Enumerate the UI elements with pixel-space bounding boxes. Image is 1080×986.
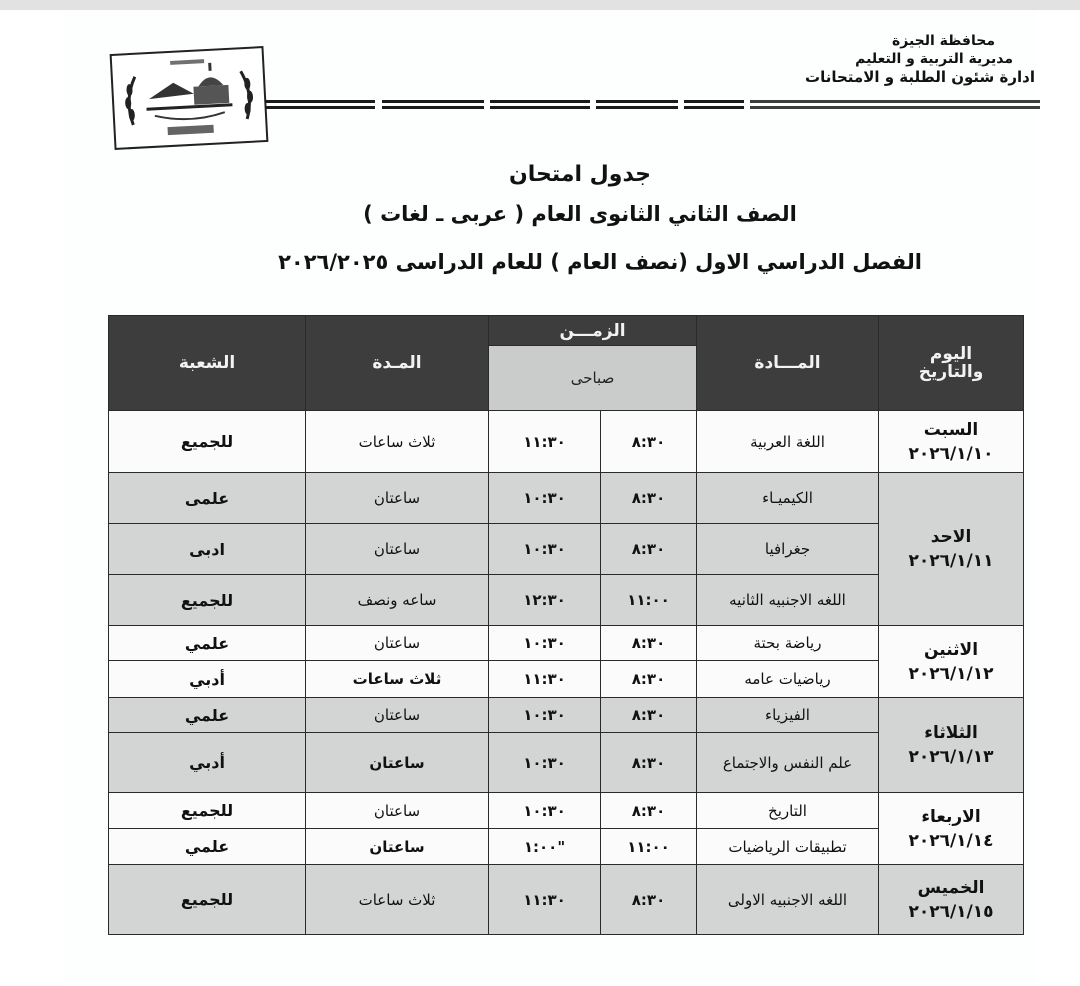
start-time-cell: ٨:٣٠ <box>600 625 697 661</box>
day-cell-saturday <box>878 410 1024 473</box>
directorate-label: مديرية التربية و التعليم <box>855 51 1013 67</box>
duration-cell: ساعتان <box>305 625 489 661</box>
duration-cell: ساعتان <box>305 523 489 575</box>
day-date: ٢٠٢٦/١/١٠ <box>908 443 994 464</box>
separator-line <box>596 100 678 111</box>
start-time-cell: ٨:٣٠ <box>600 697 697 733</box>
issuer-header <box>805 32 1035 86</box>
day-cell-wednesday <box>878 792 1024 865</box>
separator-line <box>684 100 744 111</box>
separator-line <box>382 100 484 111</box>
start-time-cell: ٨:٣٠ <box>600 864 697 935</box>
start-time-cell: ١١:٠٠ <box>600 828 697 865</box>
end-time-cell: ١٠:٣٠ <box>488 523 601 575</box>
separator-line <box>750 100 1040 111</box>
duration-cell: ثلاث ساعات <box>305 864 489 935</box>
subject-cell: تطبيقات الرياضيات <box>696 828 879 865</box>
header-day-date: اليوم والتاريخ <box>878 315 1024 411</box>
branch-cell: ادبى <box>108 523 306 575</box>
day-name: الاثنين <box>923 639 979 660</box>
subject-cell: اللغه الاجنبيه الثانيه <box>696 574 879 626</box>
header-time: الزمـــن <box>488 315 697 346</box>
branch-cell: أدبي <box>108 660 306 698</box>
emblem-logo-icon <box>110 46 269 150</box>
exam-schedule-table <box>108 315 1024 935</box>
day-cell-monday <box>878 625 1024 698</box>
start-time-cell: ٨:٣٠ <box>600 792 697 829</box>
subject-cell: علم النفس والاجتماع <box>696 732 879 793</box>
subject-cell: رياضيات عامه <box>696 660 879 698</box>
day-name: الاربعاء <box>921 806 981 827</box>
department-label: ادارة شئون الطلبة و الامتحانات <box>805 68 1035 86</box>
subject-cell: الكيميـاء <box>696 472 879 524</box>
day-cell-sunday <box>878 472 1024 626</box>
start-time-cell: ٨:٣٠ <box>600 472 697 524</box>
header-duration: المـدة <box>305 315 489 411</box>
grade-title: الصف الثاني الثانوى العام ( عربى ـ لغات ) <box>363 202 797 226</box>
end-time-cell: ١١:٣٠ <box>488 660 601 698</box>
day-date: ٢٠٢٦/١/١٢ <box>908 663 994 684</box>
end-time-cell: ١٠:٣٠ <box>488 625 601 661</box>
separator-line <box>265 100 375 111</box>
day-date: ٢٠٢٦/١/١٤ <box>908 830 994 851</box>
branch-cell: علمي <box>108 625 306 661</box>
branch-cell: علمى <box>108 472 306 524</box>
right-margin <box>1036 10 1080 986</box>
branch-cell: أدبي <box>108 732 306 793</box>
duration-cell: ثلاث ساعات <box>305 410 489 473</box>
duration-cell: ساعتان <box>305 732 489 793</box>
end-time-cell: ١٠:٣٠ <box>488 732 601 793</box>
subject-cell: رياضة بحتة <box>696 625 879 661</box>
term-title: الفصل الدراسي الاول (نصف العام ) للعام الدراسى ٢٠٢٦/٢٠٢٥ <box>278 250 922 274</box>
end-time-cell: ١٠:٣٠ <box>488 472 601 524</box>
day-cell-tuesday <box>878 697 1024 793</box>
end-time-cell: ١٠:٣٠ <box>488 792 601 829</box>
subject-cell: التاريخ <box>696 792 879 829</box>
header-time-morning: صباحى <box>488 345 697 411</box>
header-subject: المـــادة <box>696 315 879 411</box>
branch-cell: للجميع <box>108 574 306 626</box>
end-time-cell: ١١:٣٠ <box>488 864 601 935</box>
branch-cell: للجميع <box>108 792 306 829</box>
duration-cell: ساعتان <box>305 792 489 829</box>
end-time-cell: "١:٠٠ <box>488 828 601 865</box>
day-date: ٢٠٢٦/١/١١ <box>908 551 994 571</box>
day-name: الاحد <box>930 527 972 547</box>
header-branch: الشعبة <box>108 315 306 411</box>
end-time-cell: ١٢:٣٠ <box>488 574 601 626</box>
document-title: جدول امتحان <box>508 162 652 187</box>
subject-cell: الفيزياء <box>696 697 879 733</box>
duration-cell: ساعه ونصف <box>305 574 489 626</box>
subject-cell: اللغة العربية <box>696 410 879 473</box>
top-band <box>0 0 1080 10</box>
start-time-cell: ١١:٠٠ <box>600 574 697 626</box>
subject-cell: اللغه الاجنبيه الاولى <box>696 864 879 935</box>
duration-cell: ساعتان <box>305 828 489 865</box>
duration-cell: ساعتان <box>305 472 489 524</box>
start-time-cell: ٨:٣٠ <box>600 410 697 473</box>
day-name: السبت <box>923 419 979 440</box>
end-time-cell: ١١:٣٠ <box>488 410 601 473</box>
separator-line <box>490 100 590 111</box>
day-date: ٢٠٢٦/١/١٥ <box>908 901 994 922</box>
end-time-cell: ١٠:٣٠ <box>488 697 601 733</box>
subject-cell: جغرافيا <box>696 523 879 575</box>
start-time-cell: ٨:٣٠ <box>600 523 697 575</box>
day-name: الثلاثاء <box>924 723 978 743</box>
branch-cell: علمي <box>108 697 306 733</box>
start-time-cell: ٨:٣٠ <box>600 732 697 793</box>
branch-cell: علمي <box>108 828 306 865</box>
day-name: الخميس <box>917 877 985 898</box>
duration-cell: ثلاث ساعات <box>305 660 489 698</box>
start-time-cell: ٨:٣٠ <box>600 660 697 698</box>
branch-cell: للجميع <box>108 410 306 473</box>
governorate-label: محافظة الجيزة <box>891 33 995 49</box>
duration-cell: ساعتان <box>305 697 489 733</box>
day-date: ٢٠٢٦/١/١٣ <box>908 747 994 767</box>
branch-cell: للجميع <box>108 864 306 935</box>
day-cell-thursday <box>878 864 1024 935</box>
